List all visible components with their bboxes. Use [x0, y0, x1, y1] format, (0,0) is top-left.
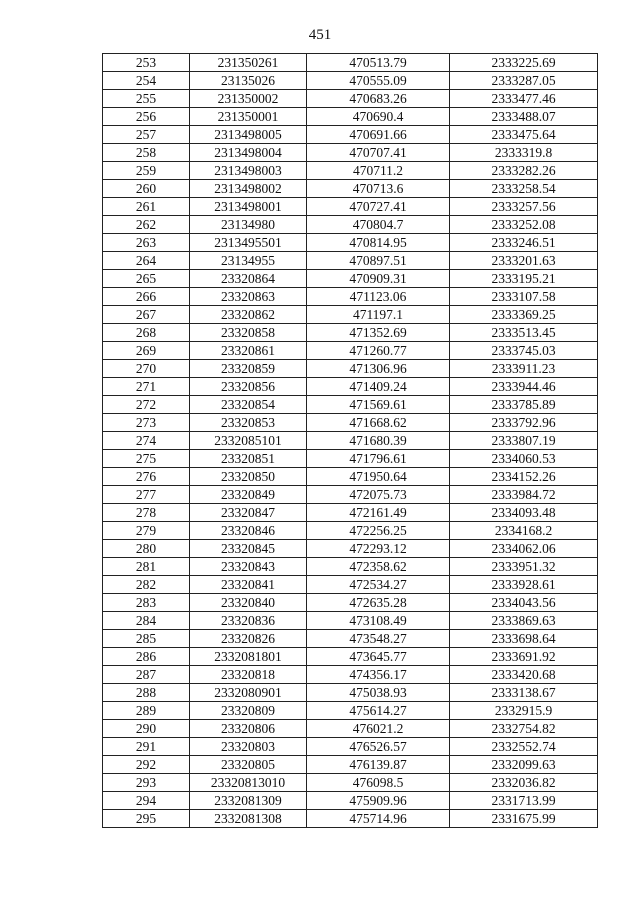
x-coordinate-cell: 471260.77 [307, 342, 450, 360]
table-row [103, 504, 598, 522]
x-coordinate-cell: 474356.17 [307, 666, 450, 684]
y-coordinate-cell: 2331675.99 [450, 810, 598, 828]
point-id-cell: 23134955 [190, 252, 307, 270]
table-body [103, 54, 598, 828]
x-coordinate-cell: 475909.96 [307, 792, 450, 810]
y-coordinate-cell: 2332099.63 [450, 756, 598, 774]
table-row [103, 72, 598, 90]
table-row [103, 144, 598, 162]
point-id-cell: 2332081309 [190, 792, 307, 810]
y-coordinate-cell: 2333369.25 [450, 306, 598, 324]
table-row [103, 468, 598, 486]
row-number-cell: 282 [103, 576, 190, 594]
point-id-cell: 23320853 [190, 414, 307, 432]
table-row [103, 648, 598, 666]
point-id-cell: 231350002 [190, 90, 307, 108]
table-row [103, 612, 598, 630]
row-number-cell: 287 [103, 666, 190, 684]
point-id-cell: 23320805 [190, 756, 307, 774]
point-id-cell: 23320850 [190, 468, 307, 486]
row-number-cell: 280 [103, 540, 190, 558]
table-row [103, 108, 598, 126]
y-coordinate-cell: 2332915.9 [450, 702, 598, 720]
table-row [103, 90, 598, 108]
y-coordinate-cell: 2333475.64 [450, 126, 598, 144]
x-coordinate-cell: 472534.27 [307, 576, 450, 594]
row-number-cell: 292 [103, 756, 190, 774]
y-coordinate-cell: 2333807.19 [450, 432, 598, 450]
table-row [103, 360, 598, 378]
table-row [103, 378, 598, 396]
row-number-cell: 262 [103, 216, 190, 234]
row-number-cell: 272 [103, 396, 190, 414]
row-number-cell: 286 [103, 648, 190, 666]
table-row [103, 180, 598, 198]
row-number-cell: 279 [103, 522, 190, 540]
x-coordinate-cell: 472256.25 [307, 522, 450, 540]
x-coordinate-cell: 471123.06 [307, 288, 450, 306]
table-row [103, 486, 598, 504]
y-coordinate-cell: 2333928.61 [450, 576, 598, 594]
point-id-cell: 2313495501 [190, 234, 307, 252]
point-id-cell: 23320846 [190, 522, 307, 540]
x-coordinate-cell: 475614.27 [307, 702, 450, 720]
point-id-cell: 23320856 [190, 378, 307, 396]
row-number-cell: 290 [103, 720, 190, 738]
y-coordinate-cell: 2333984.72 [450, 486, 598, 504]
x-coordinate-cell: 475714.96 [307, 810, 450, 828]
table-row [103, 270, 598, 288]
table-row [103, 576, 598, 594]
table-row [103, 540, 598, 558]
table-row [103, 558, 598, 576]
point-id-cell: 2332085101 [190, 432, 307, 450]
x-coordinate-cell: 470804.7 [307, 216, 450, 234]
x-coordinate-cell: 470691.66 [307, 126, 450, 144]
row-number-cell: 289 [103, 702, 190, 720]
y-coordinate-cell: 2334043.56 [450, 594, 598, 612]
point-id-cell: 23320836 [190, 612, 307, 630]
y-coordinate-cell: 2333488.07 [450, 108, 598, 126]
x-coordinate-cell: 471306.96 [307, 360, 450, 378]
table-row [103, 234, 598, 252]
x-coordinate-cell: 471796.61 [307, 450, 450, 468]
point-id-cell: 231350001 [190, 108, 307, 126]
y-coordinate-cell: 2334152.26 [450, 468, 598, 486]
y-coordinate-cell: 2333869.63 [450, 612, 598, 630]
row-number-cell: 268 [103, 324, 190, 342]
page-number: 451 [308, 27, 332, 43]
row-number-cell: 283 [103, 594, 190, 612]
y-coordinate-cell: 2333246.51 [450, 234, 598, 252]
point-id-cell: 23320862 [190, 306, 307, 324]
y-coordinate-cell: 2333420.68 [450, 666, 598, 684]
table-row [103, 522, 598, 540]
row-number-cell: 278 [103, 504, 190, 522]
row-number-cell: 265 [103, 270, 190, 288]
point-id-cell: 23320843 [190, 558, 307, 576]
table-row [103, 630, 598, 648]
x-coordinate-cell: 473108.49 [307, 612, 450, 630]
y-coordinate-cell: 2334168.2 [450, 522, 598, 540]
point-id-cell: 23320847 [190, 504, 307, 522]
table-row [103, 324, 598, 342]
table-row [103, 450, 598, 468]
table-row [103, 216, 598, 234]
table-row [103, 702, 598, 720]
x-coordinate-cell: 470909.31 [307, 270, 450, 288]
row-number-cell: 266 [103, 288, 190, 306]
x-coordinate-cell: 475038.93 [307, 684, 450, 702]
y-coordinate-cell: 2333951.32 [450, 558, 598, 576]
row-number-cell: 260 [103, 180, 190, 198]
x-coordinate-cell: 470713.6 [307, 180, 450, 198]
y-coordinate-cell: 2334062.06 [450, 540, 598, 558]
x-coordinate-cell: 471409.24 [307, 378, 450, 396]
table-row [103, 666, 598, 684]
x-coordinate-cell: 473548.27 [307, 630, 450, 648]
y-coordinate-cell: 2334093.48 [450, 504, 598, 522]
y-coordinate-cell: 2332036.82 [450, 774, 598, 792]
y-coordinate-cell: 2333138.67 [450, 684, 598, 702]
coordinate-table [102, 53, 598, 828]
row-number-cell: 281 [103, 558, 190, 576]
row-number-cell: 294 [103, 792, 190, 810]
x-coordinate-cell: 471950.64 [307, 468, 450, 486]
table-row [103, 252, 598, 270]
row-number-cell: 275 [103, 450, 190, 468]
y-coordinate-cell: 2333698.64 [450, 630, 598, 648]
point-id-cell: 23320859 [190, 360, 307, 378]
point-id-cell: 2313498004 [190, 144, 307, 162]
point-id-cell: 2313498002 [190, 180, 307, 198]
x-coordinate-cell: 470814.95 [307, 234, 450, 252]
row-number-cell: 267 [103, 306, 190, 324]
point-id-cell: 2332081801 [190, 648, 307, 666]
point-id-cell: 23320840 [190, 594, 307, 612]
point-id-cell: 2332081308 [190, 810, 307, 828]
table-row [103, 774, 598, 792]
y-coordinate-cell: 2334060.53 [450, 450, 598, 468]
row-number-cell: 259 [103, 162, 190, 180]
table-row [103, 414, 598, 432]
y-coordinate-cell: 2333745.03 [450, 342, 598, 360]
point-id-cell: 2332080901 [190, 684, 307, 702]
y-coordinate-cell: 2332754.82 [450, 720, 598, 738]
point-id-cell: 2313498001 [190, 198, 307, 216]
x-coordinate-cell: 476098.5 [307, 774, 450, 792]
y-coordinate-cell: 2333477.46 [450, 90, 598, 108]
point-id-cell: 23320854 [190, 396, 307, 414]
row-number-cell: 271 [103, 378, 190, 396]
table-row [103, 306, 598, 324]
row-number-cell: 264 [103, 252, 190, 270]
row-number-cell: 293 [103, 774, 190, 792]
row-number-cell: 273 [103, 414, 190, 432]
x-coordinate-cell: 470690.4 [307, 108, 450, 126]
point-id-cell: 23320803 [190, 738, 307, 756]
table-row [103, 684, 598, 702]
row-number-cell: 270 [103, 360, 190, 378]
y-coordinate-cell: 2333201.63 [450, 252, 598, 270]
table-row [103, 396, 598, 414]
y-coordinate-cell: 2333257.56 [450, 198, 598, 216]
point-id-cell: 23320863 [190, 288, 307, 306]
x-coordinate-cell: 470897.51 [307, 252, 450, 270]
table-row [103, 432, 598, 450]
y-coordinate-cell: 2333319.8 [450, 144, 598, 162]
y-coordinate-cell: 2333785.89 [450, 396, 598, 414]
table-row [103, 720, 598, 738]
point-id-cell: 23320818 [190, 666, 307, 684]
point-id-cell: 23320841 [190, 576, 307, 594]
point-id-cell: 23320851 [190, 450, 307, 468]
y-coordinate-cell: 2331713.99 [450, 792, 598, 810]
point-id-cell: 23320849 [190, 486, 307, 504]
x-coordinate-cell: 476139.87 [307, 756, 450, 774]
point-id-cell: 23135026 [190, 72, 307, 90]
point-id-cell: 23320826 [190, 630, 307, 648]
row-number-cell: 254 [103, 72, 190, 90]
y-coordinate-cell: 2333911.23 [450, 360, 598, 378]
point-id-cell: 23134980 [190, 216, 307, 234]
point-id-cell: 23320858 [190, 324, 307, 342]
x-coordinate-cell: 472075.73 [307, 486, 450, 504]
y-coordinate-cell: 2333225.69 [450, 54, 598, 72]
point-id-cell: 23320806 [190, 720, 307, 738]
x-coordinate-cell: 471197.1 [307, 306, 450, 324]
point-id-cell: 23320861 [190, 342, 307, 360]
row-number-cell: 284 [103, 612, 190, 630]
y-coordinate-cell: 2333792.96 [450, 414, 598, 432]
table-row [103, 126, 598, 144]
table-row [103, 810, 598, 828]
table-row [103, 54, 598, 72]
row-number-cell: 274 [103, 432, 190, 450]
table-row [103, 162, 598, 180]
row-number-cell: 285 [103, 630, 190, 648]
row-number-cell: 263 [103, 234, 190, 252]
x-coordinate-cell: 470727.41 [307, 198, 450, 216]
point-id-cell: 23320809 [190, 702, 307, 720]
row-number-cell: 295 [103, 810, 190, 828]
x-coordinate-cell: 473645.77 [307, 648, 450, 666]
point-id-cell: 23320845 [190, 540, 307, 558]
x-coordinate-cell: 472293.12 [307, 540, 450, 558]
point-id-cell: 23320813010 [190, 774, 307, 792]
point-id-cell: 23320864 [190, 270, 307, 288]
y-coordinate-cell: 2333944.46 [450, 378, 598, 396]
row-number-cell: 269 [103, 342, 190, 360]
x-coordinate-cell: 471352.69 [307, 324, 450, 342]
row-number-cell: 258 [103, 144, 190, 162]
y-coordinate-cell: 2333513.45 [450, 324, 598, 342]
row-number-cell: 276 [103, 468, 190, 486]
table-row [103, 756, 598, 774]
y-coordinate-cell: 2333195.21 [450, 270, 598, 288]
row-number-cell: 288 [103, 684, 190, 702]
row-number-cell: 255 [103, 90, 190, 108]
table-row [103, 594, 598, 612]
row-number-cell: 277 [103, 486, 190, 504]
table-row [103, 288, 598, 306]
x-coordinate-cell: 472358.62 [307, 558, 450, 576]
x-coordinate-cell: 471569.61 [307, 396, 450, 414]
point-id-cell: 2313498005 [190, 126, 307, 144]
x-coordinate-cell: 470711.2 [307, 162, 450, 180]
y-coordinate-cell: 2333691.92 [450, 648, 598, 666]
x-coordinate-cell: 470555.09 [307, 72, 450, 90]
table-row [103, 792, 598, 810]
x-coordinate-cell: 470683.26 [307, 90, 450, 108]
row-number-cell: 256 [103, 108, 190, 126]
x-coordinate-cell: 476526.57 [307, 738, 450, 756]
y-coordinate-cell: 2333287.05 [450, 72, 598, 90]
x-coordinate-cell: 476021.2 [307, 720, 450, 738]
row-number-cell: 253 [103, 54, 190, 72]
x-coordinate-cell: 472635.28 [307, 594, 450, 612]
y-coordinate-cell: 2333258.54 [450, 180, 598, 198]
table-row [103, 198, 598, 216]
x-coordinate-cell: 471668.62 [307, 414, 450, 432]
x-coordinate-cell: 470707.41 [307, 144, 450, 162]
point-id-cell: 231350261 [190, 54, 307, 72]
y-coordinate-cell: 2333252.08 [450, 216, 598, 234]
y-coordinate-cell: 2333107.58 [450, 288, 598, 306]
point-id-cell: 2313498003 [190, 162, 307, 180]
row-number-cell: 257 [103, 126, 190, 144]
x-coordinate-cell: 472161.49 [307, 504, 450, 522]
table-row [103, 738, 598, 756]
y-coordinate-cell: 2333282.26 [450, 162, 598, 180]
row-number-cell: 291 [103, 738, 190, 756]
y-coordinate-cell: 2332552.74 [450, 738, 598, 756]
x-coordinate-cell: 471680.39 [307, 432, 450, 450]
table-row [103, 342, 598, 360]
row-number-cell: 261 [103, 198, 190, 216]
x-coordinate-cell: 470513.79 [307, 54, 450, 72]
